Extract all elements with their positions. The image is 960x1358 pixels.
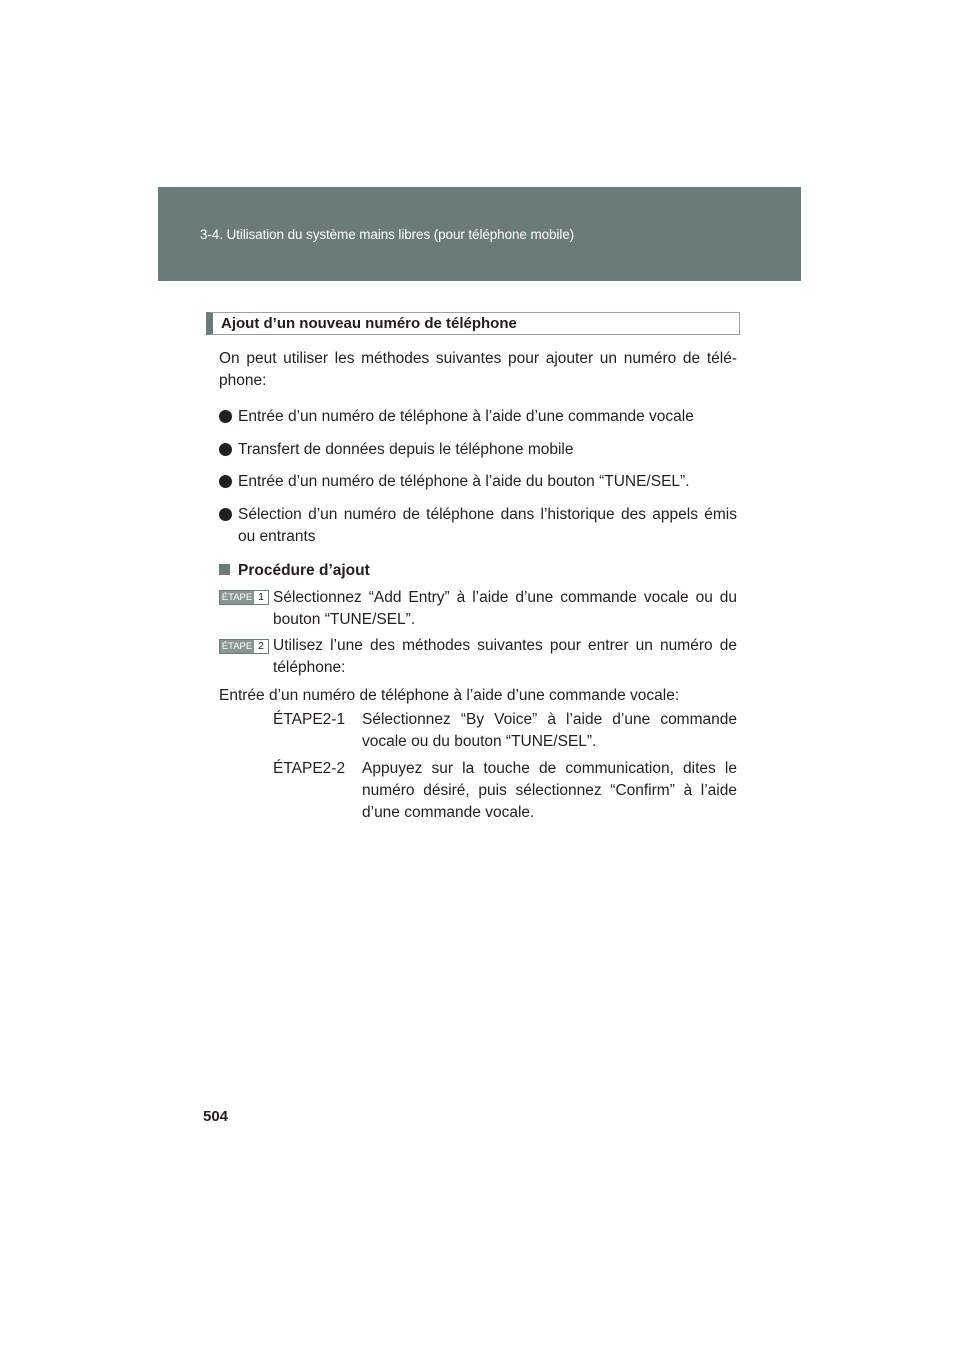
step-badge-label: ÉTAPE bbox=[221, 641, 253, 652]
bullet-icon bbox=[219, 410, 232, 423]
step-badge-label: ÉTAPE bbox=[221, 592, 253, 603]
substep-label: ÉTAPE2-1 bbox=[273, 711, 346, 728]
substep-label: ÉTAPE2-2 bbox=[273, 760, 346, 777]
list-item bbox=[219, 471, 737, 493]
intro-paragraph: On peut utiliser les méthodes suivantes pour ajouter un numéro de télé-phone: bbox=[219, 350, 737, 389]
step-badge-number: 2 bbox=[254, 640, 268, 653]
step-badge bbox=[219, 639, 269, 654]
section-title-box bbox=[206, 312, 740, 335]
bullet-text: Entrée d’un numéro de téléphone à l’aide du bouton “TUNE/SEL”. bbox=[238, 473, 690, 490]
bullet-text: Entrée d’un numéro de téléphone à l’aide d’une commande vocale bbox=[238, 408, 694, 425]
square-icon bbox=[219, 564, 230, 575]
bullet-text: Transfert de données depuis le téléphone mobile bbox=[238, 441, 574, 458]
procedure-heading-text: Procédure d’ajout bbox=[238, 562, 370, 579]
substep-text: Sélectionnez “By Voice” à l’aide d’une commande vocale ou du bouton “TUNE/SEL”. bbox=[362, 711, 737, 750]
bullet-icon bbox=[219, 475, 232, 488]
bullet-text: Sélection d’un numéro de téléphone dans l’historique des appels émis ou entrants bbox=[238, 506, 737, 545]
step-text: Sélectionnez “Add Entry” à l’aide d’une commande vocale ou du bouton “TUNE/SEL”. bbox=[273, 589, 737, 628]
breadcrumb: 3-4. Utilisation du système mains libres (pour téléphone mobile) bbox=[200, 227, 575, 242]
voice-entry-lead: Entrée d’un numéro de téléphone à l’aide d’une commande vocale: bbox=[219, 687, 680, 704]
bullet-icon bbox=[219, 443, 232, 456]
substep-text: Appuyez sur la touche de communication, dites le numéro désiré, puis sélectionnez “Confirm” à l’aide d’une commande vocale. bbox=[362, 760, 737, 821]
step-badge bbox=[219, 590, 269, 605]
page-number: 504 bbox=[203, 1108, 229, 1125]
header-band bbox=[158, 187, 801, 281]
bullet-icon bbox=[219, 508, 232, 521]
list-item bbox=[219, 439, 737, 461]
procedure-heading bbox=[219, 560, 370, 582]
list-item bbox=[219, 504, 737, 548]
section-title: Ajout d’un nouveau numéro de téléphone bbox=[221, 315, 517, 332]
step-badge-number: 1 bbox=[254, 591, 268, 604]
list-item bbox=[219, 406, 737, 428]
step-text: Utilisez l’une des méthodes suivantes pour entrer un numéro de téléphone: bbox=[273, 637, 737, 676]
